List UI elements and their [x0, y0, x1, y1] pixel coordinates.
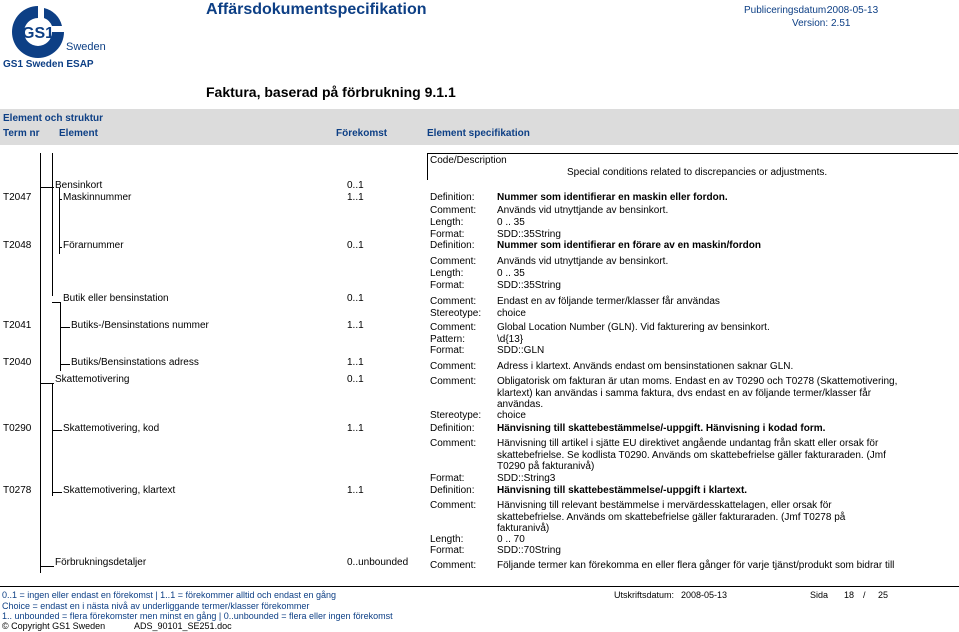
tree-connector	[40, 383, 54, 384]
page-separator: /	[863, 590, 866, 600]
spec-value: SDD::35String	[497, 280, 561, 291]
occurrence: 1..1	[347, 320, 364, 331]
footer-legend: 0..1 = ingen eller endast en förekomst | 1..1 = förekommer alltid och endast en gång	[2, 590, 337, 600]
spec-value: Adress i klartext. Används endast om bensinstationen saknar GLN.	[497, 361, 794, 372]
spec-value: Hänvisning till skattebestämmelse/-uppgift. Hänvisning i kodad form.	[497, 423, 826, 434]
term-number: T0290	[3, 423, 32, 434]
spec-value: Endast en av följande termer/klasser får användas	[497, 296, 720, 307]
spec-value: 0 .. 35	[497, 217, 525, 228]
spec-label: Comment:	[430, 296, 477, 307]
spec-label: Comment:	[430, 438, 477, 449]
spec-label: Format:	[430, 280, 465, 291]
element-name: Skattemotivering, kod	[63, 423, 160, 434]
element-name: Förarnummer	[63, 240, 124, 251]
section-title: Element och struktur	[3, 113, 104, 124]
document-title: Affärsdokumentspecifikation	[206, 1, 427, 18]
spec-value: \d{13}	[497, 334, 524, 345]
spec-label: Comment:	[430, 500, 477, 511]
tree-connector	[52, 492, 62, 493]
occurrence: 1..1	[347, 423, 364, 434]
tree-connector	[52, 430, 62, 431]
spec-value: 0 .. 70	[497, 534, 525, 545]
page-title: Faktura, baserad på förbrukning 9.1.1	[206, 84, 456, 100]
version-label: Version:	[792, 18, 829, 29]
page-label: Sida	[810, 590, 829, 600]
footer-legend: Choice = endast en i nästa nivå av underliggande termer/klasser förekommer	[2, 601, 310, 611]
tree-connector	[59, 247, 62, 248]
spec-label: Length:	[430, 217, 464, 228]
logo-brand: GS1	[22, 25, 55, 42]
spec-value: skattebefrielse. Används om skattebefrielse gäller fakturaraden. (Jmf T0278 på	[497, 512, 846, 523]
tree-connector	[60, 327, 70, 328]
term-number: T2047	[3, 192, 32, 203]
occurrence: 0..unbounded	[347, 557, 409, 568]
spec-label: Stereotype:	[430, 410, 482, 421]
spec-value: skattebefrielse. Se kodlista T0290. Används om skattebefrielse gäller fakturaraden. (Jmf	[497, 450, 886, 461]
tree-connector	[40, 566, 54, 567]
publication-date: 2008-05-13	[827, 5, 879, 16]
spec-label: Format:	[430, 545, 465, 556]
spec-label: Comment:	[430, 205, 477, 216]
spec-value: Används vid utnyttjande av bensinkort.	[497, 256, 669, 267]
footer-document-id: ADS_90101_SE251.doc	[134, 621, 232, 631]
occurrence: 0..1	[347, 180, 364, 191]
element-name: Butiks-/Bensinstations nummer	[71, 320, 209, 331]
occurrence: 1..1	[347, 357, 364, 368]
element-name: Skattemotivering, klartext	[63, 485, 176, 496]
spec-value: Nummer som identifierar en maskin eller fordon.	[497, 192, 728, 203]
tree-line-level3	[59, 188, 60, 254]
occurrence: 0..1	[347, 293, 364, 304]
column-header-element: Element	[59, 128, 98, 139]
tree-connector	[60, 364, 70, 365]
occurrence: 0..1	[347, 374, 364, 385]
term-number: T2041	[3, 320, 32, 331]
spec-value: fakturanivå)	[497, 523, 550, 534]
spec-label: Definition:	[430, 192, 475, 203]
spec-value: Hänvisning till skattebestämmelse/-uppgift i klartext.	[497, 485, 748, 496]
page-number: 18	[844, 590, 855, 600]
spec-value: SDD::70String	[497, 545, 561, 556]
spec-label: Stereotype:	[430, 308, 482, 319]
element-name: Skattemotivering	[55, 374, 130, 385]
spec-label: Comment:	[430, 361, 477, 372]
print-date-label: Utskriftsdatum:	[614, 590, 675, 600]
spec-label: Comment:	[430, 256, 477, 267]
footer-divider	[0, 586, 959, 587]
print-date: 2008-05-13	[681, 590, 728, 600]
spec-label: Comment:	[430, 322, 477, 333]
tree-connector	[40, 187, 54, 188]
spec-value: Hänvisning till relevant bestämmelse i mervärdesskattelagen, eller orsak för	[497, 500, 832, 511]
spec-value: Följande termer kan förekomma en eller flera gånger för varje tjänst/produkt som bidrar till	[497, 560, 895, 571]
term-number: T2040	[3, 357, 32, 368]
spec-label: Format:	[430, 229, 465, 240]
tree-line-level2	[52, 153, 53, 296]
column-header-specification: Element specifikation	[427, 128, 530, 139]
term-number: T2048	[3, 240, 32, 251]
tree-connector	[52, 302, 61, 303]
footer-legend: 1.. unbounded = flera förekomster men minst en gång | 0..unbounded = flera eller ingen förekomst	[2, 611, 393, 621]
spec-value: T0290 på fakturanivå)	[497, 461, 595, 472]
spec-value: klartext) kan användas i samma faktura, dvs endast en av följande termer/klasser får	[497, 388, 872, 399]
spec-label: Length:	[430, 268, 464, 279]
column-header-occurrence: Förekomst	[336, 128, 388, 139]
term-number: T0278	[3, 485, 32, 496]
spec-value: Hänvisning till artikel i sjätte EU direktivet angående undantag från skatt eller orsak för	[497, 438, 879, 449]
element-name: Förbrukningsdetaljer	[55, 557, 147, 568]
spec-value: 0 .. 35	[497, 268, 525, 279]
spec-value: Obligatorisk om fakturan är utan moms. Endast en av T0290 och T0278 (Skattemotivering,	[497, 376, 898, 387]
spec-value: användas.	[497, 399, 544, 410]
spec-value: Nummer som identifierar en förare av en maskin/fordon	[497, 240, 761, 251]
page-total: 25	[878, 590, 889, 600]
spec-label: Definition:	[430, 485, 475, 496]
spec-label: Comment:	[430, 560, 477, 571]
tree-line-level1	[40, 153, 41, 573]
element-name: Maskinnummer	[63, 192, 132, 203]
spec-value: Global Location Number (GLN). Vid fakturering av bensinkort.	[497, 322, 770, 333]
section-header	[0, 109, 959, 145]
gs1-logo	[8, 2, 108, 60]
element-name: Bensinkort	[55, 180, 103, 191]
logo-sub: Sweden	[66, 41, 106, 53]
footer-copyright: © Copyright GS1 Sweden	[2, 621, 106, 631]
organization: GS1 Sweden ESAP	[3, 59, 94, 70]
tree-connector	[59, 199, 62, 200]
code-description-label: Code/Description	[430, 155, 507, 166]
spec-label: Definition:	[430, 240, 475, 251]
spec-value: SDD::String3	[497, 473, 556, 484]
tree-line-level3b	[60, 303, 61, 371]
tree-line-level2b	[52, 384, 53, 496]
spec-label: Format:	[430, 345, 465, 356]
element-name: Butiks/Bensinstations adress	[71, 357, 199, 368]
spec-label: Comment:	[430, 376, 477, 387]
spec-value: choice	[497, 308, 526, 319]
spec-value: SDD::GLN	[497, 345, 545, 356]
occurrence: 1..1	[347, 485, 364, 496]
occurrence: 1..1	[347, 192, 364, 203]
element-name: Butik eller bensinstation	[63, 293, 169, 304]
publication-date-label: Publiceringsdatum:	[744, 5, 830, 16]
spec-label: Format:	[430, 473, 465, 484]
spec-label: Definition:	[430, 423, 475, 434]
spec-value: SDD::35String	[497, 229, 561, 240]
version-value: 2.51	[831, 18, 851, 29]
column-header-term: Term nr	[3, 128, 40, 139]
occurrence: 0..1	[347, 240, 364, 251]
spec-value: Används vid utnyttjande av bensinkort.	[497, 205, 669, 216]
spec-label: Length:	[430, 534, 464, 545]
spec-label: Pattern:	[430, 334, 466, 345]
spec-value: choice	[497, 410, 526, 421]
code-description-text: Special conditions related to discrepancies or adjustments.	[567, 167, 828, 178]
